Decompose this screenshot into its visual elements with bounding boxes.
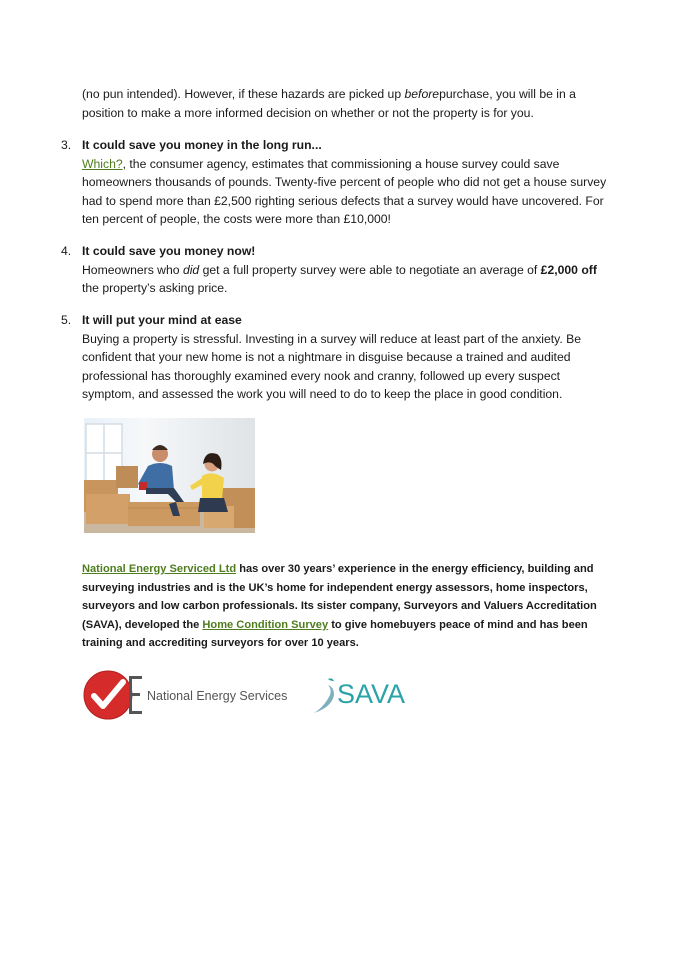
item-3-text xyxy=(82,155,612,229)
item-4-emphasis: did xyxy=(182,262,200,277)
which-link[interactable]: Which? xyxy=(82,156,123,171)
sava-logo-text: SAVA xyxy=(337,679,406,709)
intro-text-b: position to make a more informed decision on whether or not the property is for you. xyxy=(82,105,534,120)
couple-moving-boxes-photo xyxy=(84,418,255,533)
intro-paragraph xyxy=(82,85,612,122)
nes-logo-text: National Energy Services xyxy=(147,689,288,703)
item-4-title: It could save you money now! xyxy=(82,244,256,258)
item-5-number: 5. xyxy=(61,313,72,327)
intro-text-a-end: purchase, you will be in a xyxy=(439,87,576,101)
item-3 xyxy=(82,136,612,229)
home-condition-survey-link[interactable]: Home Condition Survey xyxy=(202,618,329,631)
item-4-text-a: Homeowners who xyxy=(82,262,183,277)
item-5 xyxy=(82,311,612,404)
intro-text-a: (no pun intended). However, if these hazards are picked up xyxy=(82,87,405,101)
item-4-text-c: the property’s asking price. xyxy=(82,281,228,295)
item-5-title: It will put your mind at ease xyxy=(82,313,242,327)
item-3-body: , the consumer agency, estimates that commissioning a house survey could save homeowners thousands of pounds. Twenty-five percent of people who did not get a house survey had to spend more than £2,500 righting serious defects that a survey would have uncovered. For ten percent of people, the costs were more than £10,000! xyxy=(82,156,607,226)
national-energy-services-link[interactable]: National Energy Serviced Ltd xyxy=(82,563,237,575)
item-3-number: 3. xyxy=(61,138,72,152)
item-4 xyxy=(82,242,612,298)
national-energy-services-logo xyxy=(82,668,297,722)
item-4-strong: £2,000 off xyxy=(540,262,597,277)
item-4-text-b: get a full property survey were able to negotiate an average of xyxy=(199,262,541,277)
company-info-text-a: has over 30 years’ experience in the energy efficiency, building and surveying industries and is the UK’s home for independent energy assessors, home inspectors, surveyors and low carbon professionals. Its sister company, Surveyors and Valuers Accreditation (SAVA), developed the xyxy=(82,563,597,631)
item-4-text xyxy=(82,261,612,298)
item-3-title: It could save you money in the long run... xyxy=(82,138,322,152)
item-5-text: Buying a property is stressful. Investing in a survey will reduce at least part of the anxiety. Be confident that your new home is not a nightmare in disguise because a trained and audited professional has thoroughly examined every nook and cranny, followed up every suspect symptom, and assessed the work you will need to do to keep the place in good condition. xyxy=(82,331,582,401)
company-info-paragraph xyxy=(82,560,602,653)
intro-emphasis: before xyxy=(404,87,440,101)
company-info-text-b: to give homebuyers peace of mind and has been training and accrediting surveyors for over 10 years. xyxy=(82,618,588,650)
item-4-number: 4. xyxy=(61,244,72,258)
sava-logo xyxy=(310,673,420,718)
